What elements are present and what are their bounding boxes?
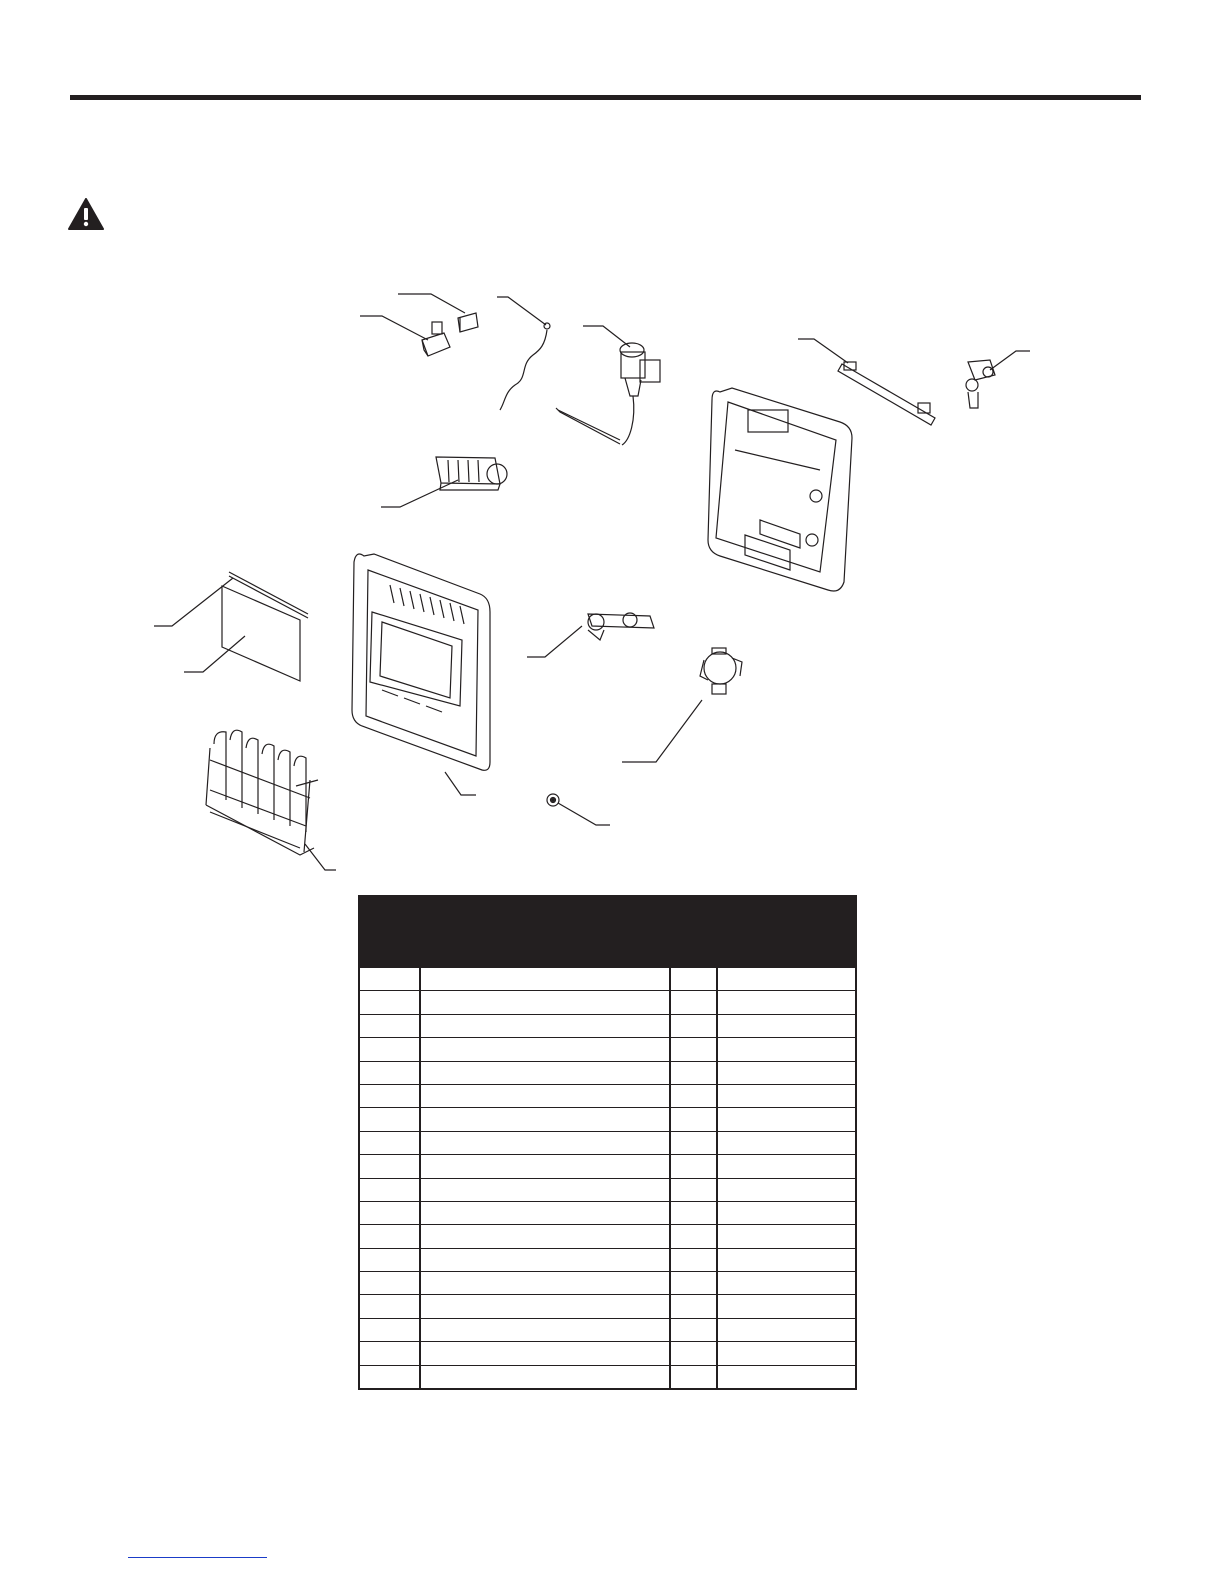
table-cell	[717, 1201, 856, 1224]
table-cell	[717, 1272, 856, 1295]
table-cell	[359, 1014, 420, 1037]
table-row	[359, 1295, 856, 1318]
table-row	[359, 1131, 856, 1154]
table-header-row	[359, 896, 856, 968]
gas-valve-part	[556, 343, 660, 445]
table-cell	[420, 1365, 670, 1389]
table-row	[359, 1318, 856, 1341]
regulator-part	[700, 648, 742, 694]
table-cell	[717, 1038, 856, 1061]
table-cell	[420, 1061, 670, 1084]
table-cell	[670, 1108, 717, 1131]
table-cell	[670, 1155, 717, 1178]
table-row	[359, 1061, 856, 1084]
table-cell	[359, 1365, 420, 1389]
table-cell	[717, 1155, 856, 1178]
table-cell	[670, 1038, 717, 1061]
column-header-part-number	[717, 896, 856, 968]
table-cell	[420, 1318, 670, 1341]
parts-table-body	[359, 968, 856, 1389]
table-cell	[359, 1178, 420, 1201]
table-cell	[359, 1155, 420, 1178]
table-cell	[670, 1201, 717, 1224]
table-cell	[420, 1014, 670, 1037]
table-cell	[359, 1108, 420, 1131]
back-housing-part	[708, 388, 852, 591]
table-cell	[420, 1178, 670, 1201]
table-cell	[420, 1201, 670, 1224]
table-cell	[670, 1318, 717, 1341]
table-row	[359, 1155, 856, 1178]
table-cell	[359, 1084, 420, 1107]
table-cell	[670, 1178, 717, 1201]
column-header-key	[359, 896, 420, 968]
footer-link-underline[interactable]	[128, 1557, 267, 1558]
table-cell	[670, 1365, 717, 1389]
table-cell	[670, 1248, 717, 1271]
table-cell	[670, 1131, 717, 1154]
table-cell	[359, 1295, 420, 1318]
table-row	[359, 1178, 856, 1201]
table-cell	[359, 1038, 420, 1061]
table-row	[359, 1201, 856, 1224]
leader-lines	[154, 294, 1030, 870]
table-cell	[420, 1084, 670, 1107]
table-cell	[359, 1342, 420, 1365]
table-cell	[670, 1272, 717, 1295]
glass-panel-part	[222, 572, 308, 681]
table-cell	[670, 1014, 717, 1037]
bracket-part	[458, 313, 478, 332]
table-cell	[420, 1108, 670, 1131]
wire-guard-part	[206, 730, 318, 855]
column-header-description	[420, 896, 670, 968]
igniter-part	[422, 322, 450, 356]
table-cell	[359, 968, 420, 991]
table-cell	[670, 1084, 717, 1107]
table-row	[359, 1014, 856, 1037]
table-cell	[717, 1295, 856, 1318]
table-cell	[359, 1272, 420, 1295]
table-row	[359, 1342, 856, 1365]
table-cell	[359, 1248, 420, 1271]
table-row	[359, 1108, 856, 1131]
table-row	[359, 1038, 856, 1061]
table-cell	[420, 1131, 670, 1154]
table-cell	[717, 1318, 856, 1341]
table-cell	[420, 968, 670, 991]
table-cell	[359, 1131, 420, 1154]
sensor-bar-part	[838, 362, 935, 425]
table-cell	[717, 1061, 856, 1084]
table-cell	[717, 1225, 856, 1248]
table-cell	[670, 991, 717, 1014]
table-cell	[420, 1272, 670, 1295]
table-cell	[717, 1084, 856, 1107]
table-cell	[717, 1342, 856, 1365]
table-cell	[717, 1131, 856, 1154]
table-cell	[717, 1178, 856, 1201]
table-cell	[420, 1225, 670, 1248]
table-cell	[420, 1342, 670, 1365]
table-row	[359, 1084, 856, 1107]
table-cell	[717, 1108, 856, 1131]
table-cell	[420, 1038, 670, 1061]
front-cover-part	[352, 554, 490, 770]
table-cell	[717, 1365, 856, 1389]
table-row	[359, 1272, 856, 1295]
column-header-qty	[670, 896, 717, 968]
table-row	[359, 1225, 856, 1248]
table-cell	[670, 1225, 717, 1248]
table-cell	[359, 1225, 420, 1248]
table-cell	[670, 1342, 717, 1365]
table-cell	[717, 968, 856, 991]
table-cell	[359, 1318, 420, 1341]
table-cell	[670, 1295, 717, 1318]
table-cell	[359, 1201, 420, 1224]
table-row	[359, 1248, 856, 1271]
table-cell	[420, 1295, 670, 1318]
table-cell	[717, 1014, 856, 1037]
replacement-parts-table	[358, 895, 857, 1390]
table-cell	[420, 1155, 670, 1178]
table-cell	[420, 1248, 670, 1271]
table-cell	[670, 968, 717, 991]
table-cell	[420, 991, 670, 1014]
thermocouple-part	[500, 323, 550, 410]
table-cell	[359, 991, 420, 1014]
table-cell	[359, 1061, 420, 1084]
pilot-assembly-part	[588, 613, 654, 640]
table-row	[359, 991, 856, 1014]
table-cell	[717, 1248, 856, 1271]
table-row	[359, 968, 856, 991]
table-row	[359, 1365, 856, 1389]
table-cell	[717, 991, 856, 1014]
table-cell	[670, 1061, 717, 1084]
regulator-fitting-part	[966, 360, 995, 408]
